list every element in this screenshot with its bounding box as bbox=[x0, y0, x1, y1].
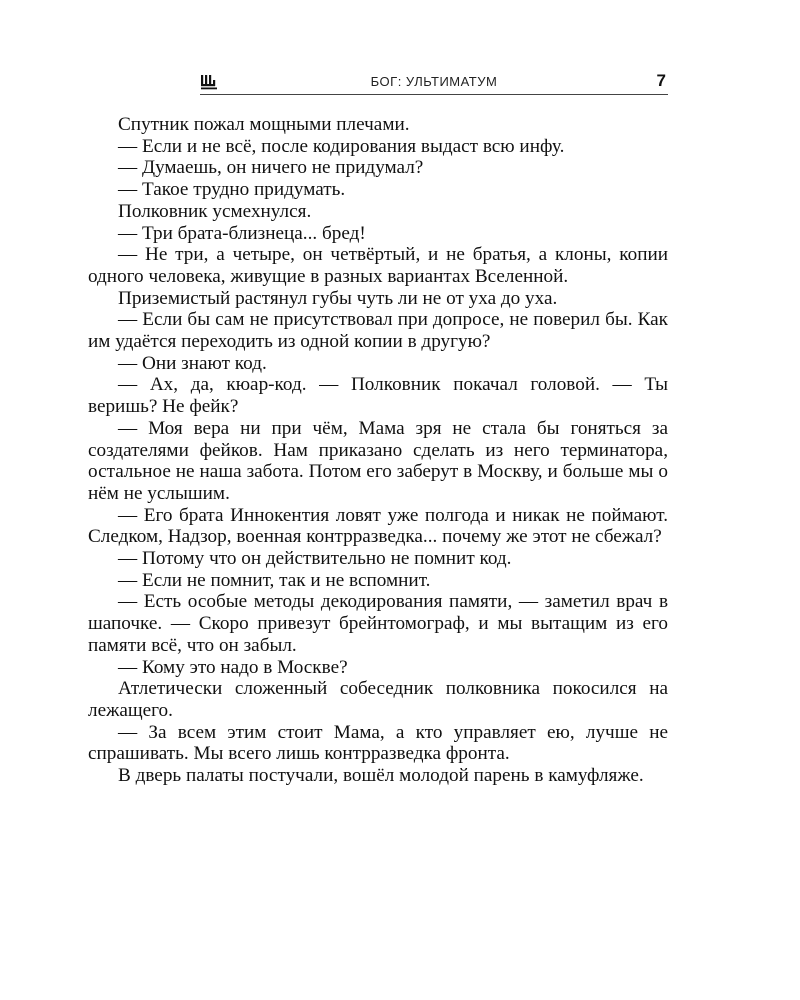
paragraph: Полковник усмехнулся. bbox=[118, 200, 312, 222]
paragraph: — Моя вера ни при чём, Мама зря не стала бы гоняться за создателями фейков. Нам приказано сделать из него терминатора, остальное не наша забота. Потом его заберут в Москву, и больше мы о нём не услышим. bbox=[88, 417, 668, 504]
body-text bbox=[88, 114, 668, 787]
paragraph: Атлетически сложенный собеседник полковника покосился на лежащего. bbox=[88, 678, 668, 721]
header-divider bbox=[200, 94, 668, 95]
paragraph: — Они знают код. bbox=[118, 352, 267, 374]
paragraph: — Думаешь, он ничего не придумал? bbox=[118, 157, 424, 179]
paragraph: — За всем этим стоит Мама, а кто управляет ею, лучше не спрашивать. Мы всего лишь контрразведка фронта. bbox=[88, 721, 668, 765]
paragraph: — Потому что он действительно не помнит код. bbox=[118, 548, 512, 570]
paragraph: — Если и не всё, после кодирования выдаст всю инфу. bbox=[118, 135, 565, 157]
paragraph: — Три брата-близнеца... бред! bbox=[118, 222, 366, 244]
paragraph: В дверь палаты постучали, вошёл молодой парень в камуфляже. bbox=[118, 765, 644, 787]
running-title: БОГ: УЛЬТИМАТУМ bbox=[370, 74, 498, 89]
paragraph: — Такое трудно придумать. bbox=[118, 179, 346, 201]
paragraph: — Кому это надо в Москве? bbox=[118, 656, 348, 678]
paragraph: — Есть особые методы декодирования памяти, — заметил врач в шапочке. — Скоро привезут брейнтомограф, и мы вытащим из его памяти всё, что он забыл. bbox=[88, 591, 668, 656]
paragraph: Приземистый растянул губы чуть ли не от уха до уха. bbox=[118, 287, 558, 309]
page-header bbox=[200, 72, 668, 94]
paragraph: Спутник пожал мощными плечами. bbox=[118, 114, 410, 135]
paragraph: — Ах, да, кюар-код. — Полковник покачал головой. — Ты веришь? Не фейк? bbox=[88, 374, 668, 418]
paragraph: — Не три, а четыре, он четвёртый, и не братья, а клоны, копии одного человека, живущие в разных вариантах Вселенной. bbox=[88, 244, 668, 287]
paragraph: — Если не помнит, так и не вспомнит. bbox=[118, 569, 431, 591]
page-number: 7 bbox=[656, 71, 666, 90]
paragraph: — Если бы сам не присутствовал при допросе, не поверил бы. Как им удаётся переходить из одной копии в другую? bbox=[88, 309, 668, 353]
paragraph: — Его брата Иннокентия ловят уже полгода и никак не поймают. Следком, Надзор, военная контрразведка... почему же этот не сбежал? bbox=[88, 504, 668, 548]
